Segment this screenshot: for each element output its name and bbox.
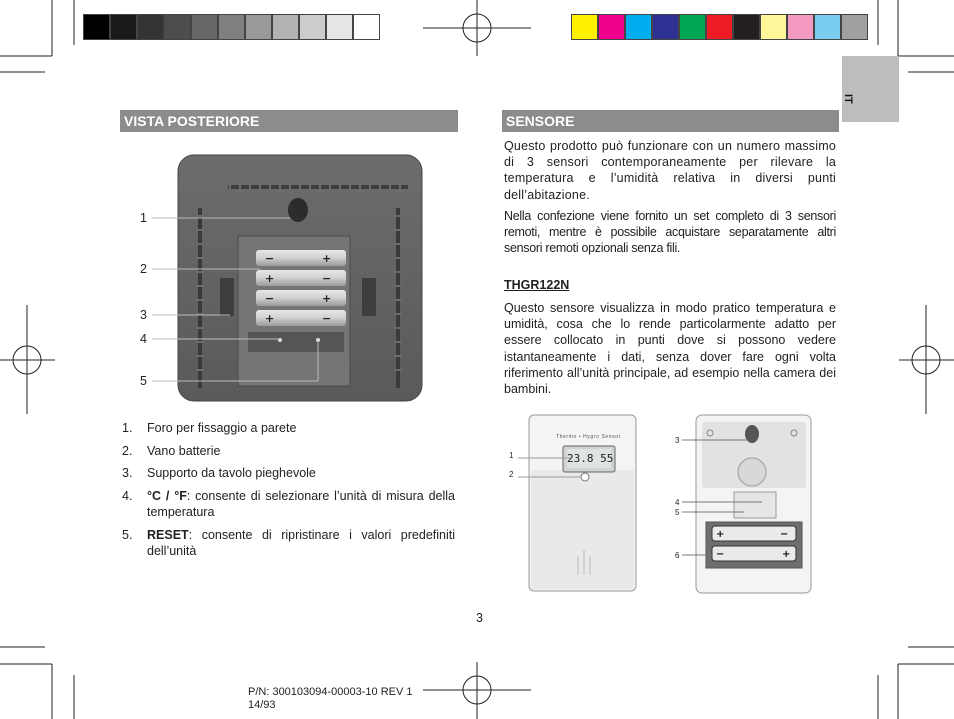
page-number: 3 [476,611,483,625]
back-callout-4: 4 [675,498,680,507]
svg-text:+: + [265,312,275,325]
list-item: 4. °C / °F: consente di selezionare l’unità di misura della temperatura [122,488,455,519]
sensor-paragraph-1: Questo prodotto può funzionare con un numero massimo di 3 sensori contemporaneamente per rilevare la temperatura e l’umidità relativa in diversi punti dell’abitazione. [504,139,836,202]
svg-text:+: + [716,529,725,540]
list-item: 5. RESET: consente di ripristinare i valori predefiniti dell’unità [122,527,455,558]
color-swatch [110,14,137,40]
color-swatch [760,14,787,40]
callout-3: 3 [140,308,147,322]
color-swatch [299,14,326,40]
svg-text:+: + [322,252,332,265]
sensor-callout-2: 2 [509,470,514,479]
color-swatch [137,14,164,40]
color-swatch [706,14,733,40]
language-tab-label: IT [842,94,854,104]
rear-view-illustration [130,150,450,406]
svg-text:−: − [265,292,275,305]
section-title-rear-view: VISTA POSTERIORE [120,110,458,132]
color-swatch [787,14,814,40]
svg-text:+: + [322,292,332,305]
callout-2: 2 [140,262,147,276]
color-swatch [652,14,679,40]
color-swatch [625,14,652,40]
rear-view-parts-list [120,420,455,566]
svg-text:−: − [716,549,725,560]
color-swatch [326,14,353,40]
color-swatch [191,14,218,40]
sensor-lcd-readout: 23.8 55 [567,452,614,465]
back-callout-3: 3 [675,436,680,445]
color-swatch [679,14,706,40]
color-swatch [814,14,841,40]
svg-text:−: − [265,252,275,265]
color-swatch [272,14,299,40]
grayscale-swatch-bar [83,14,380,40]
callout-5: 5 [140,374,147,388]
sensor-label-text: Thermo • Hygro Sensor [556,434,621,440]
color-swatch [571,14,598,40]
language-tab [842,56,899,122]
svg-text:−: − [322,312,332,325]
color-swatch [841,14,868,40]
model-heading: THGR122N [504,278,570,292]
color-swatch [164,14,191,40]
section-title-sensor: SENSORE [502,110,839,132]
back-callout-5: 5 [675,508,680,517]
callout-4: 4 [140,332,147,346]
svg-text:+: + [782,549,791,560]
page-code: 14/93 [248,699,276,711]
color-swatch [218,14,245,40]
part-number: P/N: 300103094-00003-10 REV 1 [248,686,413,698]
color-swatch [598,14,625,40]
color-swatch [353,14,380,40]
sensor-back-illustration [672,410,822,595]
color-swatch [245,14,272,40]
callout-1: 1 [140,211,147,225]
list-item: 1. Foro per fissaggio a parete [122,421,297,435]
color-swatch-bar [571,14,868,40]
svg-text:−: − [322,272,332,285]
svg-text:−: − [780,529,789,540]
list-item: 3. Supporto da tavolo pieghevole [122,466,316,480]
sensor-paragraph-3: Questo sensore visualizza in modo pratico temperatura e umidità, cosa che lo rende particolarmente adatto per essere collocato in punti dove si possono vedere istantaneamente i dati, senza dover fare ogni volta riferimento all’unità principale, ad esempio nella camera dei bambini. [504,301,836,397]
sensor-paragraph-2: Nella confezione viene fornito un set completo di 3 sensori remoti, mentre è possibile acquistare separatamente altri sensori remoti opzionali senza fili. [504,209,836,256]
sensor-callout-1: 1 [509,451,514,460]
svg-text:+: + [265,272,275,285]
color-swatch [733,14,760,40]
footer [248,686,413,712]
back-callout-6: 6 [675,551,680,560]
color-swatch [83,14,110,40]
list-item: 2. Vano batterie [122,443,221,458]
